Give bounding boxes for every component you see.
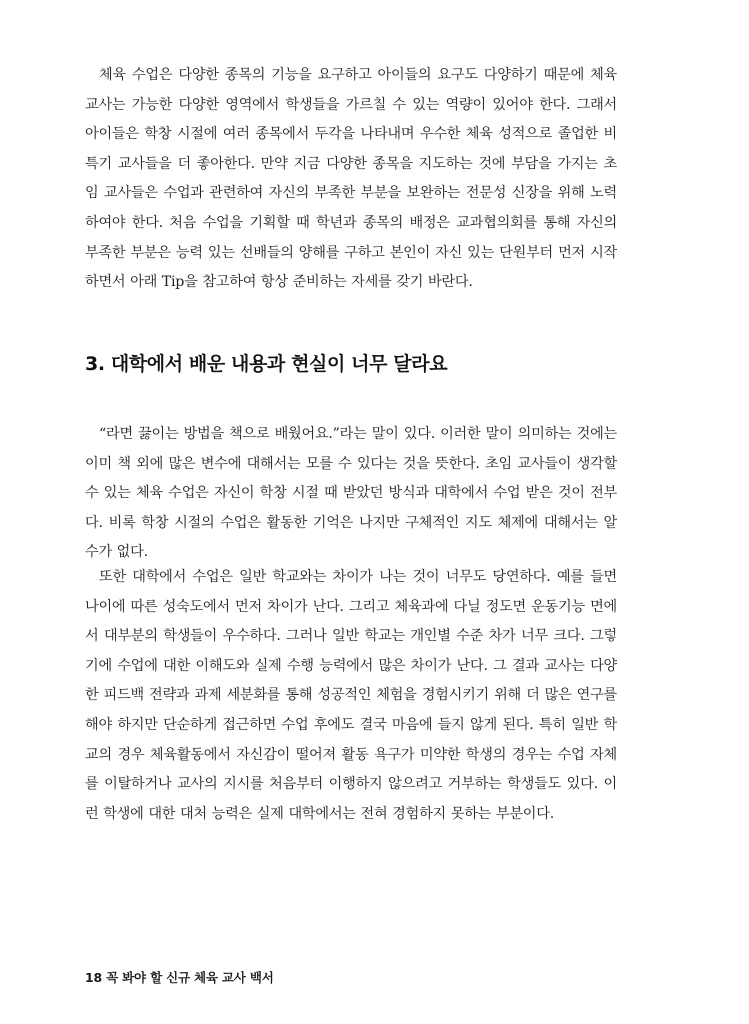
body-paragraph-3: 또한 대학에서 수업은 일반 학교와는 차이가 나는 것이 너무도 당연하다. 예를 들면 나이에 따른 성숙도에서 먼저 차이가 난다. 그리고 체육과에 다닐 정도면 운동기능 면에서 대부분의 학생들이 우수하다. 그러나 일반 학교는 개인별 수준 차가 너무 크다. 그렇기에 수업에 대한 이해도와 실제 수행 능력에서 많은 차이가 난다. 그 결과 교사는 다양한 피드백 전략과 과제 세분화를 통해 성공적인 체험을 경험시키기 위해 더 많은 연구를 해야 하지만 단순하게 접근하면 수업 후에도 결국 마음에 들지 않게 된다. 특히 일반 학교의 경우 체육활동에서 자신감이 떨어져 활동 욕구가 미약한 학생의 경우는 수업 자체를 이탈하거나 교사의 지시를 처음부터 이행하지 않으려고 거부하는 학생들도 있다. 이런 학생에 대한 대처 능력은 실제 대학에서는 전혀 경험하지 못하는 부분이다. bbox=[85, 569, 617, 822]
body-paragraph-2: “라면 끓이는 방법을 책으로 배웠어요.”라는 말이 있다. 이러한 말이 의미하는 것에는 이미 책 외에 많은 변수에 대해서는 모를 수 있다는 것을 뜻한다. 초임 교사들이 생각할 수 있는 체육 수업은 자신이 학창 시절 때 받았던 방식과 대학에서 수업 받은 것이 전부다. 비록 학창 시절의 수업은 활동한 기억은 나지만 구체적인 지도 체제에 대해서는 알 수가 없다. bbox=[85, 426, 617, 561]
body-paragraph-1: 체육 수업은 다양한 종목의 기능을 요구하고 아이들의 요구도 다양하기 때문에 체육 교사는 가능한 다양한 영역에서 학생들을 가르칠 수 있는 역량이 있어야 한다. 그래서 아이들은 학창 시절에 여러 종목에서 두각을 나타내며 우수한 체육 성적으로 졸업한 비특기 교사들을 더 좋아한다. 만약 지금 다양한 종목을 지도하는 것에 부담을 가지는 초임 교사들은 수업과 관련하여 자신의 부족한 부분을 보완하는 전문성 신장을 위해 노력하여야 한다. 처음 수업을 기획할 때 학년과 종목의 배정은 교과협의회를 통해 자신의 부족한 부분은 능력 있는 선배들의 양해를 구하고 본인이 자신 있는 단원부터 먼저 시작하면서 아래 Tip을 참고하여 항상 준비하는 자세를 갖기 바란다. bbox=[85, 67, 617, 291]
page-footer bbox=[85, 969, 274, 987]
page-number: 18 bbox=[85, 970, 102, 985]
section-heading: 3. 대학에서 배운 내용과 현실이 너무 달라요 bbox=[85, 353, 448, 375]
book-title: 꼭 봐야 할 신규 체육 교사 백서 bbox=[106, 970, 274, 985]
